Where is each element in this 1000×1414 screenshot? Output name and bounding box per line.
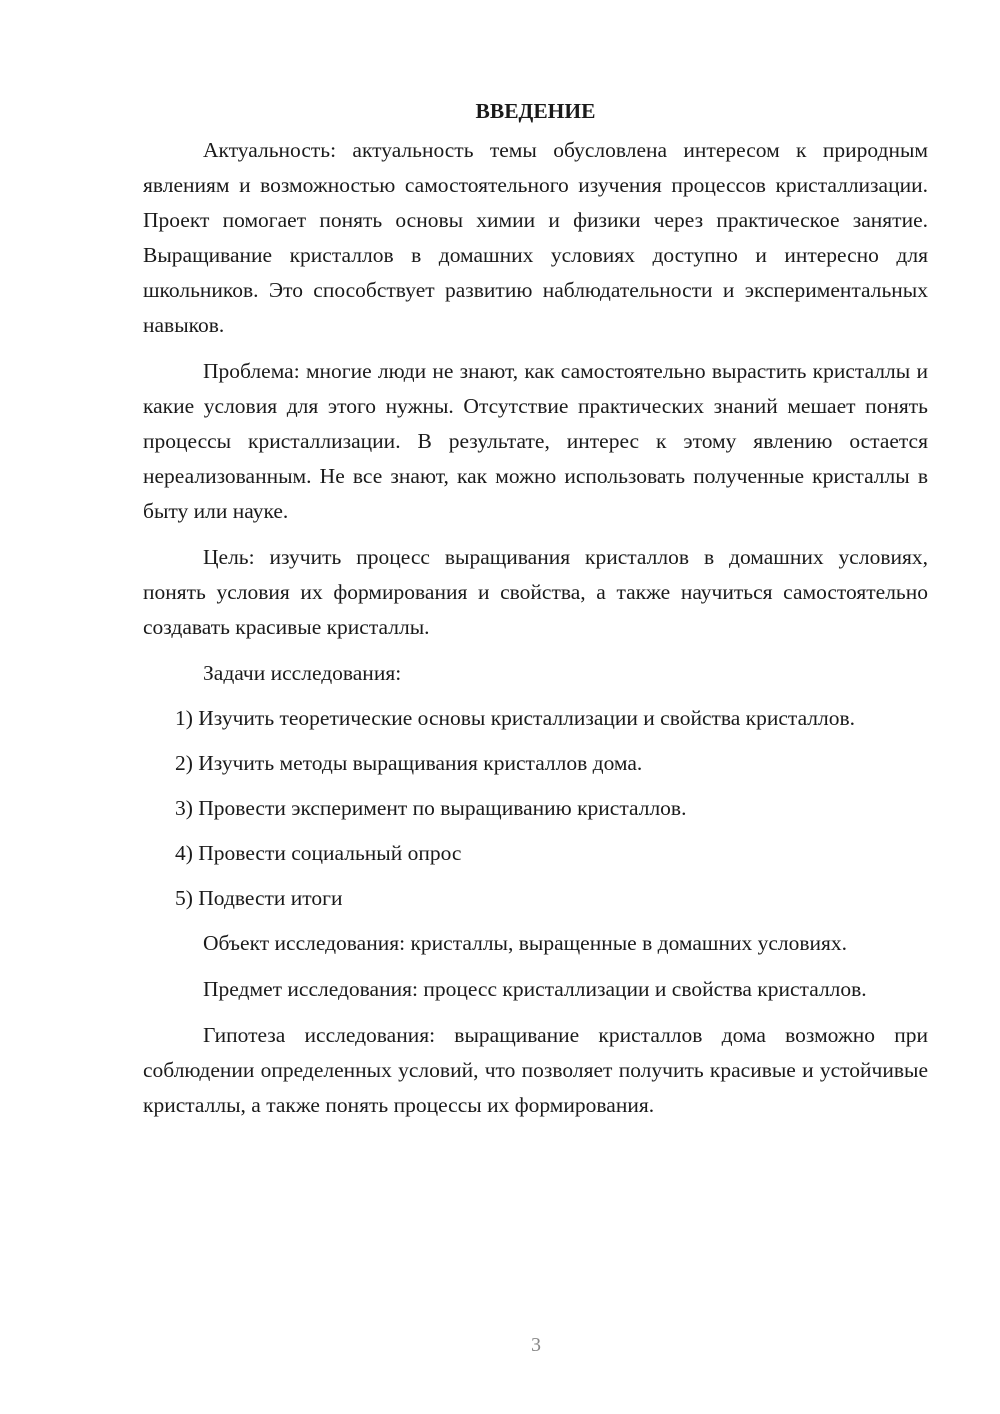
problem-paragraph: Проблема: многие люди не знают, как самостоятельно вырастить кристаллы и какие условия для этого нужны. Отсутствие практических знаний мешает понять процессы кристаллизации. В результате, интерес к этому явлению остается нереализованным. Не все знают, как можно использовать полученные кристаллы в быту или науке. bbox=[143, 359, 928, 523]
object-paragraph: Объект исследования: кристаллы, выращенные в домашних условиях. bbox=[203, 931, 848, 955]
page-content bbox=[143, 97, 928, 1134]
tasks-list bbox=[143, 701, 928, 916]
hypothesis-paragraph: Гипотеза исследования: выращивание кристаллов дома возможно при соблюдении определенных условий, что позволяет получить красивые и устойчивые кристаллы, а также понять процессы их формирования. bbox=[143, 1023, 928, 1117]
tasks-heading: Задачи исследования: bbox=[203, 661, 402, 685]
task-item: 3) Провести эксперимент по выращиванию кристаллов. bbox=[175, 796, 687, 820]
task-item: 1) Изучить теоретические основы кристаллизации и свойства кристаллов. bbox=[175, 706, 856, 730]
task-item: 5) Подвести итоги bbox=[175, 886, 343, 910]
task-item: 2) Изучить методы выращивания кристаллов дома. bbox=[175, 751, 643, 775]
subject-paragraph: Предмет исследования: процесс кристаллизации и свойства кристаллов. bbox=[203, 977, 867, 1001]
goal-paragraph: Цель: изучить процесс выращивания кристаллов в домашних условиях, понять условия их формирования и свойства, а также научиться самостоятельно создавать красивые кристаллы. bbox=[143, 545, 928, 639]
page-number: 3 bbox=[531, 1334, 541, 1356]
section-title: ВВЕДЕНИЕ bbox=[475, 99, 596, 123]
relevance-paragraph: Актуальность: актуальность темы обусловлена интересом к природным явлениям и возможностью самостоятельного изучения процессов кристаллизации. Проект помогает понять основы химии и физики через практическое занятие. Выращивание кристаллов в домашних условиях доступно и интересно для школьников. Это способствует развитию наблюдательности и экспериментальных навыков. bbox=[143, 138, 928, 337]
task-item: 4) Провести социальный опрос bbox=[175, 841, 462, 865]
